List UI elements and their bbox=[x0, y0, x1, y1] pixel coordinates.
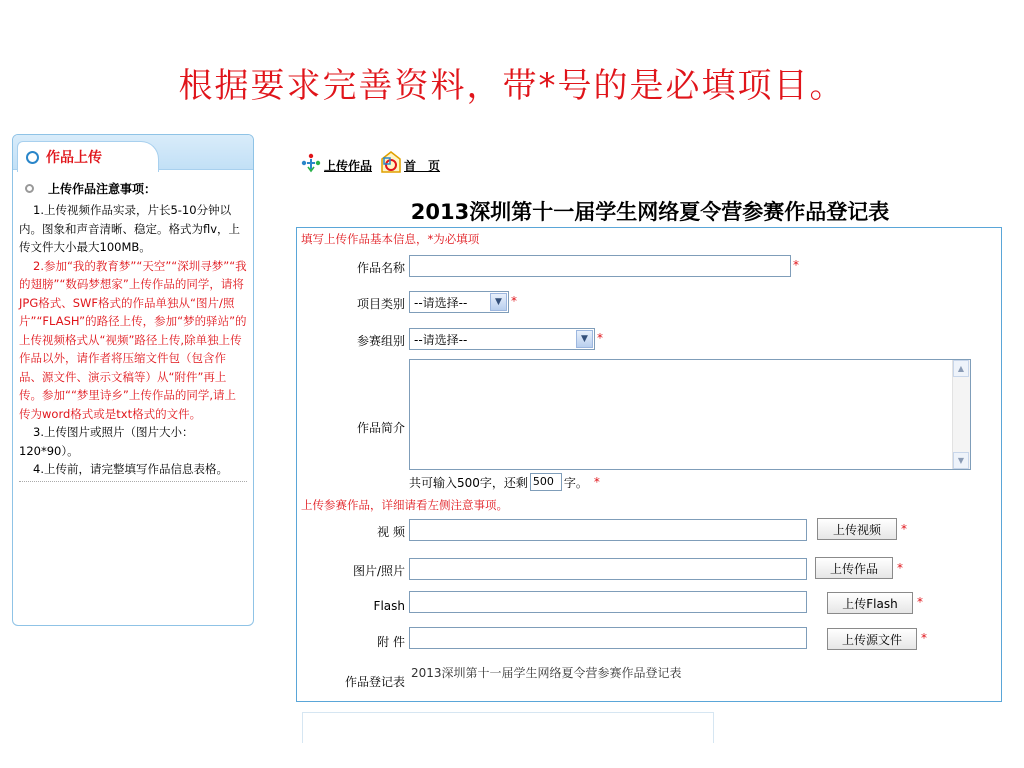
work-name-label: 作品名称 bbox=[356, 261, 405, 275]
work-name-input[interactable] bbox=[409, 255, 791, 277]
circle-icon bbox=[26, 151, 39, 164]
scroll-down-icon[interactable]: ▼ bbox=[953, 452, 969, 469]
flash-label: Flash bbox=[373, 599, 405, 613]
notes-body bbox=[13, 201, 253, 479]
photo-file-input[interactable] bbox=[409, 558, 807, 580]
home-link[interactable] bbox=[380, 150, 440, 174]
count-prefix: 共可输入500字，还剩 bbox=[409, 475, 528, 490]
chevron-down-icon[interactable]: ▼ bbox=[490, 293, 507, 311]
chevron-down-icon[interactable]: ▼ bbox=[576, 330, 593, 348]
video-file-input[interactable] bbox=[409, 519, 807, 541]
intro-label: 作品简介 bbox=[356, 421, 405, 435]
count-remaining-field[interactable]: 500 bbox=[530, 473, 562, 491]
group-select[interactable] bbox=[409, 328, 595, 350]
required-mark: * bbox=[901, 522, 907, 536]
category-label: 项目类别 bbox=[356, 297, 405, 311]
bullet-icon bbox=[25, 184, 34, 193]
required-mark: * bbox=[921, 631, 927, 645]
scroll-up-icon[interactable]: ▲ bbox=[953, 360, 969, 377]
upload-icon bbox=[300, 152, 322, 174]
flash-file-input[interactable] bbox=[409, 591, 807, 613]
char-counter bbox=[409, 473, 600, 491]
required-mark: * bbox=[793, 258, 799, 272]
upload-flash-button[interactable]: 上传Flash bbox=[827, 592, 913, 614]
required-mark: * bbox=[897, 561, 903, 575]
required-mark: * bbox=[593, 475, 600, 489]
page-headline: 根据要求完善资料，带*号的是必填项目。 bbox=[178, 66, 846, 106]
upload-hint: 上传参赛作品，详细请看左侧注意事项。 bbox=[301, 498, 508, 512]
video-label: 视 频 bbox=[377, 525, 405, 539]
sidebar-header bbox=[13, 135, 253, 170]
required-mark: * bbox=[511, 294, 517, 308]
note-2: 2.参加“我的教育梦”“天空”“深圳寻梦”“我的翅膀”“数码梦想家”上传作品的同学，请将JPG格式、SWF格式的作品单独从“图片/照片”“FLASH”的路径上传，参加“梦的驿站”的上传视频格式从“视频”路径上传,除单独上传作品以外，请作者将压缩文件包（包含作品、源文件、演示文稿等）从“附件”再上传。参加““梦里诗乡”上传作品的同学,请上传为word格式或是txt格式的文件。 bbox=[19, 258, 247, 421]
tab-upload-works[interactable] bbox=[17, 141, 159, 172]
bottom-panel bbox=[302, 712, 714, 743]
upload-photo-button[interactable]: 上传作品 bbox=[815, 557, 893, 579]
tab-label: 作品上传 bbox=[46, 150, 102, 166]
upload-source-button[interactable]: 上传源文件 bbox=[827, 628, 917, 650]
notes-title-text: 上传作品注意事项： bbox=[48, 182, 157, 196]
note-1: 1.上传视频作品实录，片长5-10分钟以内。图象和声音清晰、稳定。格式为flv，上传文件大小最大100MB。 bbox=[19, 203, 241, 254]
divider bbox=[19, 481, 247, 482]
note-4: 4.上传前，请完整填写作品信息表格。 bbox=[33, 462, 228, 476]
upload-works-link[interactable] bbox=[300, 152, 372, 174]
form-title: 2013深圳第十一届学生网络夏令营参赛作品登记表 bbox=[410, 200, 890, 224]
note-3: 3.上传图片或照片（图片大小：120*90）。 bbox=[19, 425, 194, 458]
notes-sidebar bbox=[12, 134, 254, 626]
home-label: 首 页 bbox=[404, 159, 441, 173]
textarea-scrollbar[interactable] bbox=[952, 360, 970, 469]
registration-form bbox=[296, 227, 1002, 702]
registration-label: 作品登记表 bbox=[344, 675, 405, 689]
registration-link[interactable]: 2013深圳第十一届学生网络夏令营参赛作品登记表 bbox=[411, 666, 682, 680]
upload-works-label: 上传作品 bbox=[324, 159, 373, 173]
toolbar bbox=[300, 140, 440, 174]
upload-video-button[interactable]: 上传视频 bbox=[817, 518, 897, 540]
photo-label: 图片/照片 bbox=[352, 564, 405, 578]
form-hint: 填写上传作品基本信息，*为必填项 bbox=[301, 232, 480, 246]
required-mark: * bbox=[917, 595, 923, 609]
category-value: --请选择-- bbox=[414, 295, 468, 310]
intro-textarea[interactable] bbox=[409, 359, 971, 470]
required-mark: * bbox=[597, 331, 603, 345]
attachment-label: 附 件 bbox=[377, 635, 405, 649]
home-icon bbox=[380, 150, 402, 174]
category-select[interactable] bbox=[409, 291, 509, 313]
count-suffix: 字。 bbox=[563, 475, 588, 490]
notes-title bbox=[25, 180, 253, 197]
group-label: 参赛组别 bbox=[356, 334, 405, 348]
attachment-file-input[interactable] bbox=[409, 627, 807, 649]
group-value: --请选择-- bbox=[414, 332, 468, 347]
